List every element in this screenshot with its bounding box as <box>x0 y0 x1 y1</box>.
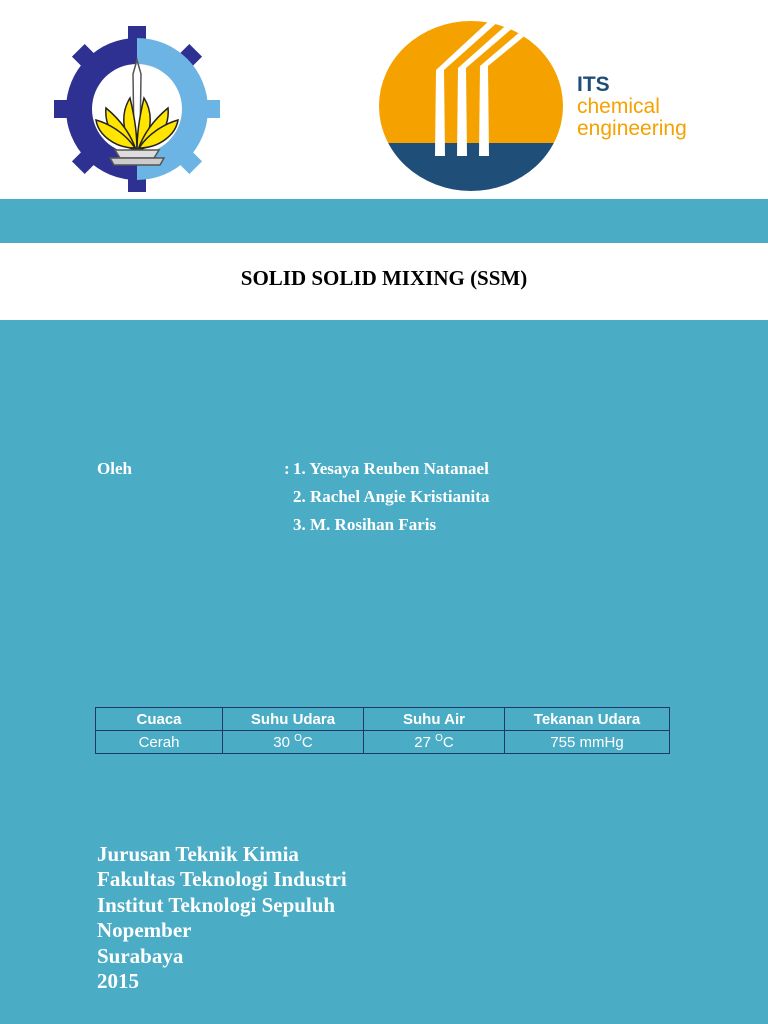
cell-tekanan-udara: 755 mmHg <box>505 731 670 754</box>
header-suhu-udara: Suhu Udara <box>223 708 364 731</box>
cell-cuaca: Cerah <box>96 731 223 754</box>
table-header-row <box>96 708 670 731</box>
institution-year: 2015 <box>97 969 139 994</box>
table-row <box>96 731 670 754</box>
header-band <box>0 199 768 243</box>
suhu-udara-value: 30 <box>273 734 290 751</box>
brand-chemical: chemical <box>577 95 660 118</box>
cell-suhu-air <box>364 731 505 754</box>
header-tekanan-udara: Tekanan Udara <box>505 708 670 731</box>
header-suhu-air: Suhu Air <box>364 708 505 731</box>
page-title: SOLID SOLID MIXING (SSM) <box>240 266 528 290</box>
institution-line: Fakultas Teknologi Industri <box>97 867 347 892</box>
suhu-air-unit: C <box>442 734 454 751</box>
suhu-air-value: 27 <box>414 734 431 751</box>
institution-line: Institut Teknologi Sepuluh <box>97 892 336 917</box>
institution-line: Nopember <box>97 918 192 943</box>
institution-line: Jurusan Teknik Kimia <box>97 842 299 866</box>
degree-mark: O <box>294 733 302 744</box>
author-name: 3. M. Rosihan Faris <box>293 515 437 534</box>
brand-its: ITS <box>577 73 610 96</box>
header-cuaca: Cuaca <box>96 708 223 731</box>
author-separator: : <box>284 459 290 478</box>
suhu-udara-unit: C <box>301 734 313 751</box>
weather-table <box>95 707 670 754</box>
author-name: 1. Yesaya Reuben Natanael <box>293 459 489 478</box>
brand-engineering: engineering <box>577 117 687 140</box>
institution-block <box>97 842 347 994</box>
degree-mark: O <box>435 733 443 744</box>
author-name: 2. Rachel Angie Kristianita <box>293 487 490 506</box>
chemical-engineering-logo <box>378 20 564 192</box>
brand-text <box>577 74 687 140</box>
cell-suhu-udara <box>223 731 364 754</box>
its-logo <box>52 24 222 194</box>
institution-line: Surabaya <box>97 943 184 968</box>
author-label: Oleh <box>97 459 132 478</box>
